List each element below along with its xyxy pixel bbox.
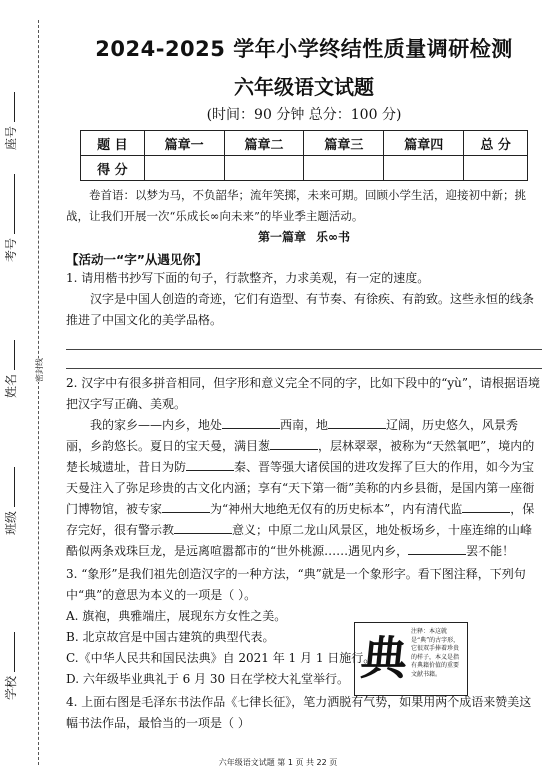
score-input-cell[interactable] [144, 156, 224, 181]
score-cell: 篇章一 [144, 131, 224, 156]
fill-blank[interactable] [174, 521, 232, 534]
option-b: B. 北京故宫是中国古建筑的典型代表。 [66, 630, 275, 644]
answer-line[interactable] [66, 350, 542, 369]
seat-number-field: 座号 [2, 92, 19, 150]
option-c: C.《中华人民共和国民法典》自 2021 年 1 月 1 日施行。 [66, 651, 376, 665]
answer-line[interactable] [66, 331, 542, 350]
question-3-stem: 3. “象形”是我们祖先创造汉字的一种方法，“典”就是一个象形字。看下图注释，下列句中“典”的意思为本义的一项是（ ）。 [66, 567, 526, 602]
option-d: D. 六年级毕业典礼于 6 月 30 日在学校大礼堂举行。 [66, 672, 349, 686]
exam-subject-title: 六年级语文试题 [234, 75, 374, 99]
score-cell: 题 目 [81, 131, 145, 156]
chapter-title: 第一篇章 乐∞书 [257, 230, 350, 244]
seal-line-label: 密封线 [32, 358, 47, 382]
exam-number-field: 考号 [2, 174, 19, 262]
name-field: 姓名 [2, 340, 19, 398]
question-2-stem: 2. 汉字中有很多拼音相同，但字形和意义完全不同的字，比如下段中的“yù”，请根据语境把汉字写正确、美观。 [66, 376, 541, 411]
page-footer: 六年级语文试题 第 1 页 共 22 页 [218, 758, 338, 767]
question-1-text: 汉字是中国人创造的奇迹，它们有造型、有节奏、有徐疾、有韵致。这些永恒的线条推进了中国文化的美学品格。 [66, 292, 535, 327]
score-input-cell[interactable] [464, 156, 528, 181]
option-a: A. 旗袍，典雅端庄，展现东方女性之美。 [66, 609, 287, 623]
fill-blank[interactable] [408, 542, 466, 555]
score-table-header-row [81, 131, 528, 156]
question-4-stem: 4. 上面右图是毛泽东书法作品《七律长征》，笔力洒脱有气势，如果用两个成语来赞美这幅书法作品，最恰当的一项是（ ） [66, 695, 532, 730]
question-1-stem: 1. 请用楷书抄写下面的句子，行款整齐，力求美观，有一定的速度。 [66, 271, 430, 285]
preface: 卷首语：以梦为马，不负韶华；流年笑掷，未来可期。回顾小学生活，迎接初中新；挑战，让我们开展一次“乐成长∞向未来”的毕业季主题活动。 [66, 188, 526, 223]
glyph-annotation: 注释：本这就是“典”的古字形，它很双手捧着珍贵的样子，本义是指有典籍价值的重要文献书籍。 [411, 628, 460, 678]
question-2-passage: 我的家乡——内乡，地处 西南，地 辽阔，历史悠久，风景秀丽，乡韵悠长。夏日的宝天曼，满目葱 ，层林翠翠，被称为“天然氧吧”，境内的楚长城遗址，昔日为防 秦、晋等强大诸侯国的进攻发挥了巨大的作用，如今为宝天曼注入了弥足珍贵的古文化内涵；享有“天下第一衙”美称的内乡县衙，是国内第一座衙门博物馆，被专家 为“神州大地绝无仅有的历史标本”，内有清代监 ，保存完好，很有警示教 意义；中原二龙山风景区，地处板场乡，十座连绵的山峰酷似两条戏珠巨龙，是远离喧嚣都市的“世外桃源……遇见内乡， 罢不能！ [66, 418, 535, 558]
exam-page [66, 0, 542, 734]
dian-character-illustration [354, 622, 468, 696]
time-and-score: (时间：90 分钟 总分：100 分) [206, 107, 402, 123]
fill-blank[interactable] [186, 458, 234, 471]
score-cell: 篇章四 [384, 131, 464, 156]
fill-blank[interactable] [328, 416, 386, 429]
seal-line-sidebar [0, 0, 62, 783]
score-table [80, 130, 528, 181]
school-field: 学校 [2, 632, 19, 700]
score-cell: 篇章三 [304, 131, 384, 156]
exam-title: 2024-2025 学年小学终结性质量调研检测 [95, 37, 513, 61]
score-table-score-row [81, 156, 528, 181]
score-cell: 篇章二 [224, 131, 304, 156]
score-input-cell[interactable] [224, 156, 304, 181]
fill-blank[interactable] [222, 416, 280, 429]
class-field: 班级 [2, 467, 19, 535]
fill-blank[interactable] [462, 500, 510, 513]
activity-heading: 【活动一“字”从遇见你】 [66, 252, 208, 267]
score-cell: 总 分 [464, 131, 528, 156]
score-cell: 得 分 [81, 156, 145, 181]
score-input-cell[interactable] [304, 156, 384, 181]
ancient-dian-glyph: 典 [358, 631, 410, 685]
seal-dashed-line [38, 20, 39, 765]
score-input-cell[interactable] [384, 156, 464, 181]
fill-blank[interactable] [270, 437, 318, 450]
fill-blank[interactable] [162, 500, 210, 513]
